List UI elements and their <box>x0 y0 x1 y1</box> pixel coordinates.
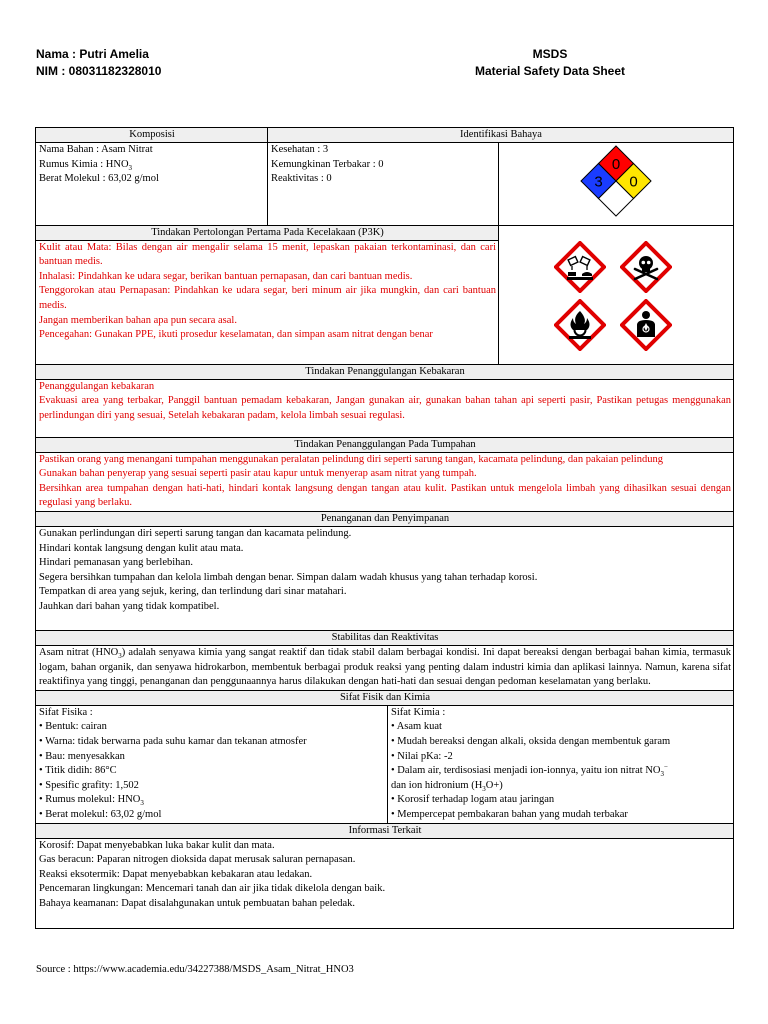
nfpa-health: 3 <box>594 173 603 191</box>
corrosive-icon <box>554 241 606 293</box>
penanganan-line: Hindari pemanasan yang berlebihan. <box>39 557 193 569</box>
tumpahan-line: Pastikan orang yang menangani tumpahan menggunakan peralatan pelindung diri seperti sarung tangan, kacamata pelindung, dan pakaian pelindung <box>39 453 663 465</box>
nama-bahan: Nama Bahan : Asam Nitrat <box>39 144 153 155</box>
penanganan-body <box>36 526 734 630</box>
fisika-item: • Bentuk: cairan <box>39 721 107 733</box>
kebakaran-heading: Tindakan Penanggulangan Kebakaran <box>36 364 734 379</box>
sifat-heading: Sifat Fisik dan Kimia <box>36 690 734 705</box>
document-title-block <box>470 46 630 80</box>
health-hazard-icon <box>620 299 672 351</box>
nfpa-instability: 0 <box>629 173 638 191</box>
informasi-line: Pencemaran lingkungan: Mencemari tanah dan air jika tidak dikelola dengan baik. <box>39 883 386 895</box>
student-name: Nama : Putri Amelia <box>36 47 149 61</box>
fisika-item: • Spesific grafity: 1,502 <box>39 779 139 791</box>
berat-molekul: Berat Molekul : 63,02 g/mol <box>39 173 159 185</box>
p3k-heading: Tindakan Pertolongan Pertama Pada Kecelakaan (P3K) <box>36 225 499 240</box>
stabilitas-heading: Stabilitas dan Reaktivitas <box>36 630 734 645</box>
informasi-line: Gas beracun: Paparan nitrogen dioksida dapat merusak saluran pernapasan. <box>39 854 356 866</box>
nfpa-flammability: 0 <box>611 156 621 173</box>
sifat-kimia-heading: Sifat Kimia : <box>391 706 446 718</box>
kimia-item: dan ion hidronium $(H_3O+)$ <box>391 779 503 793</box>
msds-table <box>35 127 734 929</box>
informasi-line: Reaksi eksotermik: Dapat menyebabkan kebakaran atau ledakan. <box>39 868 313 880</box>
rumus-kimia: Rumus Kimia : $HNO_3$ <box>39 158 133 172</box>
p3k-line: Kulit atau Mata: Bilas dengan air mengalir selama 15 menit, lepaskan pakaian terkontaminasi, dan cari bantuan medis. <box>39 241 496 268</box>
sifat-kimia <box>388 705 734 823</box>
penanganan-heading: Penanganan dan Penyimpanan <box>36 511 734 526</box>
komposisi-body <box>36 143 268 226</box>
sifat-fisika <box>36 705 388 823</box>
penanganan-line: Jauhkan dari bahan yang tidak kompatibel. <box>39 600 220 612</box>
penanganan-line: Hindari kontak langsung dengan kulit atau mata. <box>39 542 244 554</box>
p3k-line: Jangan memberikan bahan apa pun secara asal. <box>39 314 237 326</box>
kimia-item: • Asam kuat <box>391 721 442 733</box>
fisika-item: • Titik didih: 86°C <box>39 765 117 777</box>
stabilitas-body: Asam nitrat $(HNO_3)$ adalah senyawa kimia yang sangat reaktif dan tidak stabil dalam berbagai kondisi. Ini dapat bereaksi dengan berbagai bahan kimia, termasuk logam, bahan organik, dan senyawa hidrokarbon, membentuk berbagai produk reaksi yang penting dalam industri kimia dan aplikasi lainnya. Namun, karena sifat reaktifinya yang tinggi, penanganan dan penggunaannya harus dilakukan dengan hati-hati dan sesuai dengan pedoman keselamatan yang berlaku. <box>36 645 734 690</box>
student-nim: NIM : 08031182328010 <box>36 64 162 78</box>
fisika-item: • Berat molekul: 63,02 g/mol <box>39 808 162 820</box>
identifikasi-ratings <box>268 143 499 226</box>
kimia-item: • Korosif terhadap logam atau jaringan <box>391 794 555 806</box>
informasi-line: Korosif: Dapat menyebabkan luka bakar kulit dan mata. <box>39 839 275 851</box>
kebakaran-line: Penanggulangan kebakaran <box>39 380 155 392</box>
tumpahan-heading: Tindakan Penanggulangan Pada Tumpahan <box>36 437 734 452</box>
fisika-item: • Rumus molekul: $HNO_3$ <box>39 794 144 808</box>
nfpa-cell <box>499 143 734 226</box>
p3k-line: Pencegahan: Gunakan PPE, ikuti prosedur keselamatan, dan simpan asam nitrat dengan benar <box>39 329 433 341</box>
penanganan-line: Tempatkan di area yang sejuk, kering, dan terlindung dari sinar matahari. <box>39 586 347 598</box>
sifat-fisika-heading: Sifat Fisika : <box>39 706 93 718</box>
komposisi-heading: Komposisi <box>36 128 268 143</box>
flame-over-circle-icon <box>554 299 606 351</box>
kimia-item: • Dalam air, terdisosiasi menjadi ion-ionnya, yaitu ion nitrat $NO_3^-$ <box>391 762 668 779</box>
kimia-item: • Mempercepat pembakaran bahan yang mudah terbakar <box>391 808 628 820</box>
ghs-pictograms <box>499 225 734 364</box>
document-title: MSDS <box>532 47 568 61</box>
penanganan-line: Segera bersihkan tumpahan dan kelola limbah dengan benar. Simpan dalam wadah khusus yang tahan terhadap korosi. <box>39 571 538 583</box>
informasi-line: Bahaya keamanan: Dapat disalahgunakan untuk pembuatan bahan peledak. <box>39 897 356 909</box>
kebakaran-line: Evakuasi area yang terbakar, Panggil bantuan pemadam kebakaran, Jangan gunakan air, gunakan bahan tahan api seperti pasir, Pastikan petugas menggunakan perlindungan diri yang sesuai, Setelah kebakaran padam, kelola limbah sesuai regulasi. <box>39 395 731 421</box>
terbakar-rating: Kemungkinan Terbakar : 0 <box>271 158 384 170</box>
penanganan-line: Gunakan perlindungan diri seperti sarung tangan dan kacamata pelindung. <box>39 527 352 539</box>
tumpahan-line: Bersihkan area tumpahan dengan hati-hati, hindari kontak langsung dengan tangan atau kulit. Pastikan untuk mengelola limbah yang dihasilkan sesuai dengan regulasi yang berlaku. <box>39 482 731 509</box>
nfpa-diamond-icon <box>580 145 652 217</box>
p3k-line: Inhalasi: Pindahkan ke udara segar, berikan bantuan pernapasan, dan cari bantuan medis. <box>39 270 413 282</box>
tumpahan-line: Gunakan bahan penyerap yang sesuai seperti pasir atau kapur untuk menyerap asam nitrat yang tumpah. <box>39 468 477 480</box>
student-info <box>36 46 161 80</box>
kebakaran-body <box>36 379 734 437</box>
identifikasi-heading: Identifikasi Bahaya <box>268 128 734 143</box>
skull-crossbones-icon <box>620 241 672 293</box>
document-subtitle: Material Safety Data Sheet <box>474 64 626 78</box>
informasi-body <box>36 838 734 928</box>
p3k-body <box>36 240 499 364</box>
fisika-item: • Bau: menyesakkan <box>39 750 125 762</box>
reaktivitas-rating: Reaktivitas : 0 <box>271 173 332 185</box>
informasi-heading: Informasi Terkait <box>36 823 734 838</box>
kimia-item: • Mudah bereaksi dengan alkali, oksida dengan membentuk garam <box>391 735 671 747</box>
source-citation: Source : https://www.academia.edu/34227388/MSDS_Asam_Nitrat_HNO3 <box>36 964 354 975</box>
kimia-item: • Nilai pKa: -2 <box>391 750 453 762</box>
tumpahan-body <box>36 452 734 511</box>
fisika-item: • Warna: tidak berwarna pada suhu kamar dan tekanan atmosfer <box>39 735 307 747</box>
p3k-line: Tenggorokan atau Pernapasan: Pindahkan ke udara segar, beri minum air jika mungkin, dan cari bantuan medis. <box>39 285 496 311</box>
kesehatan-rating: Kesehatan : 3 <box>271 144 329 155</box>
